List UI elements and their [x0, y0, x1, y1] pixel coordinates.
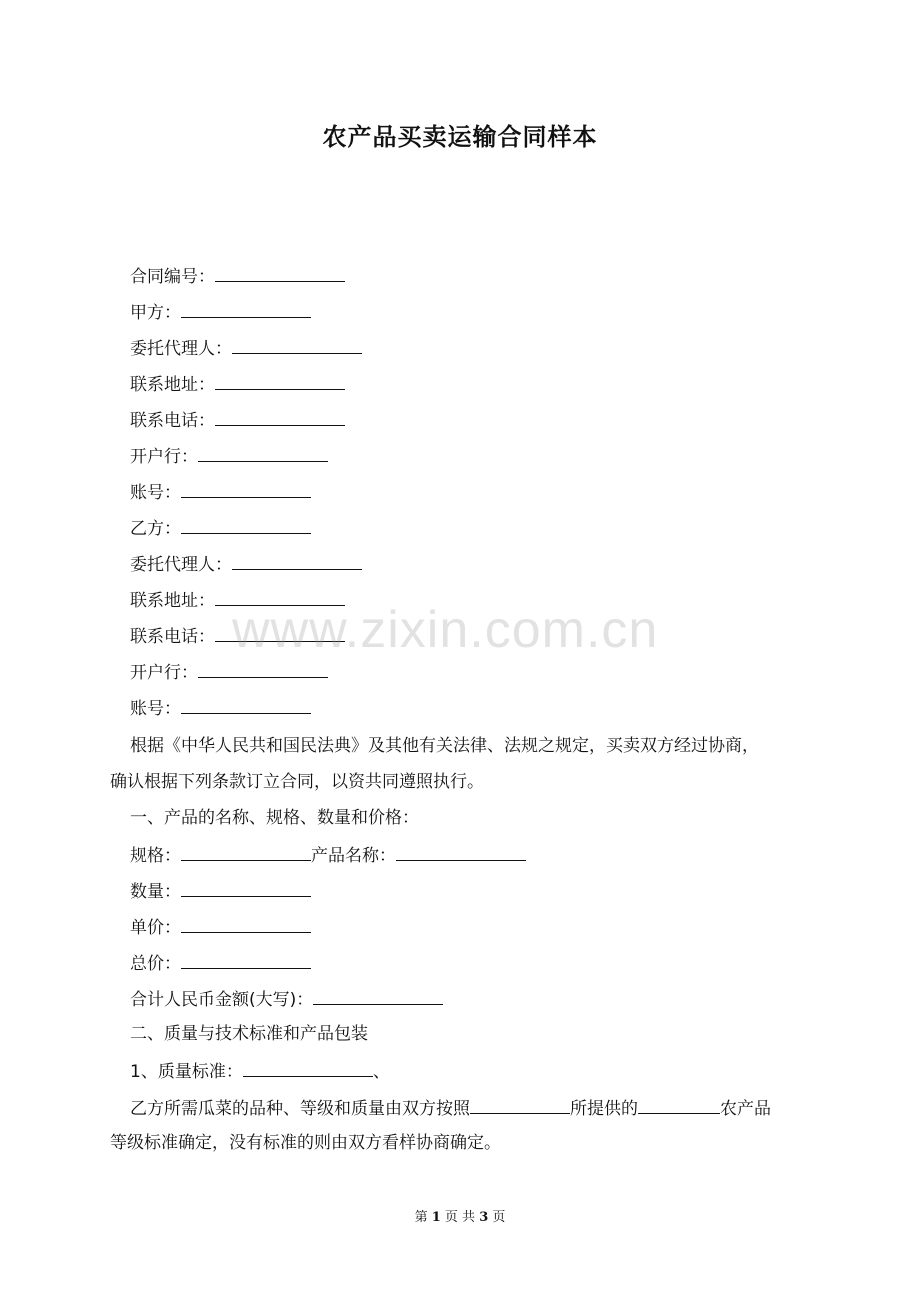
party-a-phone-field [130, 408, 345, 432]
unit-price-field [130, 915, 311, 939]
blank-line [243, 1059, 373, 1077]
field-label: 乙方： [130, 519, 181, 539]
quality-paragraph-line-2: 等级标准确定，没有标准的则由双方看样协商确定。 [110, 1133, 501, 1153]
product-name-label: 产品名称： [311, 846, 396, 866]
page-footer [0, 1206, 920, 1225]
field-label: 1、质量标准： [130, 1062, 243, 1082]
document-title: 农产品买卖运输合同样本 [322, 123, 598, 151]
blank-line [638, 1096, 720, 1114]
field-label: 账号： [130, 483, 181, 503]
party-a-account-field [130, 480, 311, 504]
blank-line [396, 843, 526, 861]
watermark: www.zixin.com.cn [232, 601, 659, 659]
field-label: 甲方： [130, 303, 181, 323]
quality-paragraph-line-1 [130, 1096, 771, 1120]
preamble-line-2: 确认根据下列条款订立合同，以资共同遵照执行。 [110, 772, 484, 792]
party-b-field [130, 516, 311, 540]
spec-product-row [130, 843, 526, 867]
blank-line [470, 1096, 570, 1114]
blank-line [181, 843, 311, 861]
contract-number-field [130, 264, 345, 288]
spec-label: 规格： [130, 846, 181, 866]
blank-line [215, 372, 345, 390]
field-label: 联系地址： [130, 591, 215, 611]
quality-standard-field [130, 1059, 390, 1083]
blank-line [181, 300, 311, 318]
blank-line [215, 264, 345, 282]
blank-line [181, 951, 311, 969]
field-label: 单价： [130, 918, 181, 938]
field-label: 开户行： [130, 663, 198, 683]
party-a-bank-field [130, 444, 328, 468]
field-label: 联系电话： [130, 627, 215, 647]
footer-prefix: 第 [414, 1210, 428, 1225]
total-page-number: 3 [479, 1210, 489, 1225]
field-label: 联系地址： [130, 375, 215, 395]
total-rmb-field [130, 987, 443, 1011]
blank-line [198, 660, 328, 678]
party-a-address-field [130, 372, 345, 396]
party-b-bank-field [130, 660, 328, 684]
paragraph-text: 农产品 [720, 1099, 771, 1119]
field-label: 合计人民币金额(大写)： [130, 990, 314, 1010]
footer-middle: 页 共 [444, 1210, 476, 1225]
blank-line [181, 480, 311, 498]
section-2-heading: 二、质量与技术标准和产品包装 [130, 1024, 368, 1044]
party-a-field [130, 300, 311, 324]
paragraph-text: 乙方所需瓜菜的品种、等级和质量由双方按照 [130, 1099, 470, 1119]
blank-line [313, 987, 443, 1005]
field-label: 账号： [130, 699, 181, 719]
blank-line [215, 408, 345, 426]
current-page-number: 1 [431, 1210, 441, 1225]
blank-line [181, 516, 311, 534]
preamble-line-1: 根据《中华人民共和国民法典》及其他有关法律、法规之规定，买卖双方经过协商， [130, 736, 759, 756]
blank-line [232, 336, 362, 354]
blank-line [181, 696, 311, 714]
paragraph-text: 所提供的 [570, 1099, 638, 1119]
field-label: 数量： [130, 882, 181, 902]
field-suffix: 、 [372, 1062, 390, 1082]
party-a-agent-field [130, 336, 362, 360]
field-label: 委托代理人： [130, 339, 232, 359]
quantity-field [130, 879, 311, 903]
field-label: 开户行： [130, 447, 198, 467]
section-1-heading: 一、产品的名称、规格、数量和价格： [130, 808, 419, 828]
blank-line [181, 915, 311, 933]
field-label: 委托代理人： [130, 555, 232, 575]
field-label: 联系电话： [130, 411, 215, 431]
blank-line [181, 879, 311, 897]
field-label: 总价： [130, 954, 181, 974]
footer-suffix: 页 [492, 1210, 506, 1225]
field-label: 合同编号： [130, 267, 215, 287]
total-price-field [130, 951, 311, 975]
party-b-account-field [130, 696, 311, 720]
party-b-agent-field [130, 552, 362, 576]
blank-line [232, 552, 362, 570]
blank-line [198, 444, 328, 462]
